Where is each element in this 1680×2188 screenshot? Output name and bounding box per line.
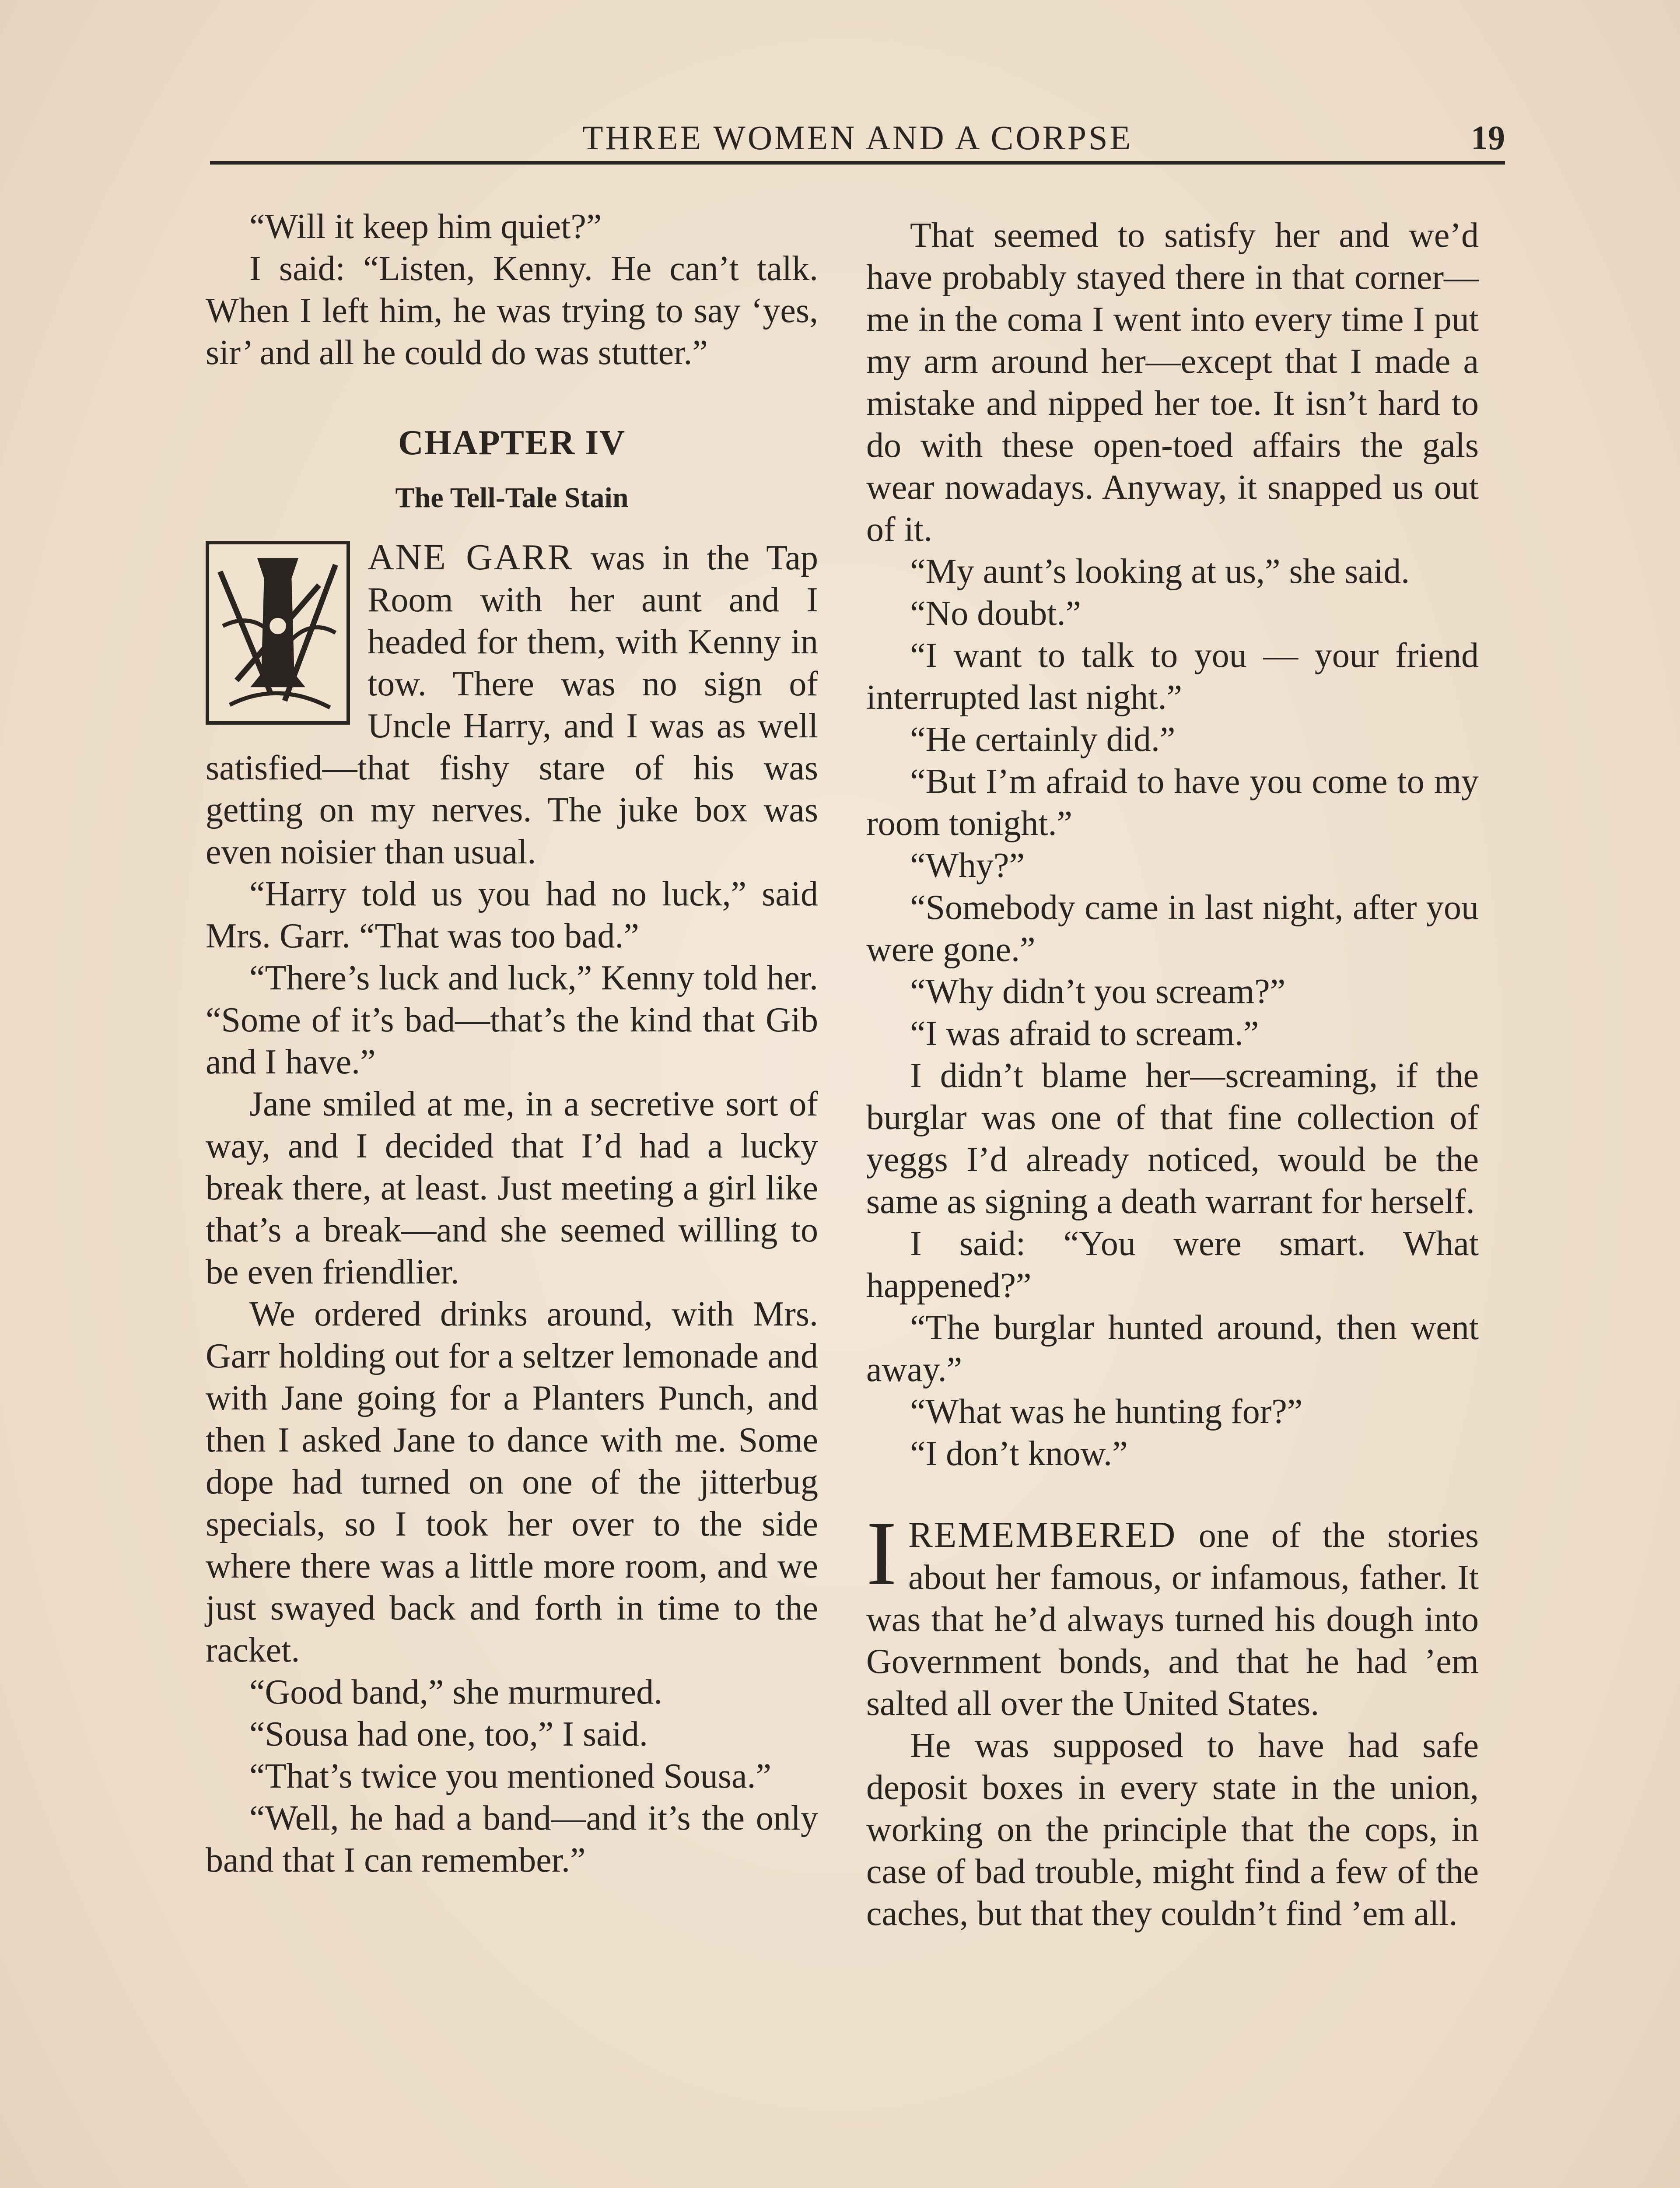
paragraph: “Harry told us you had no luck,” said Mrs. Garr. “That was too bad.” (206, 875, 818, 955)
paragraph: “But I’m afraid to have you come to my room tonight.” (866, 762, 1479, 843)
paragraph: “Well, he had a band—and it’s the only band that I can remember.” (206, 1799, 818, 1879)
initial-body-text: one of the stories about her famous, or infamous, father. It was that he’d always turned his dough into Government bonds, and that he had ’em salted all over the United States. (866, 1516, 1479, 1723)
paragraph (866, 1503, 1479, 1725)
initial-letter: I (866, 1503, 897, 1604)
paragraph: “He certainly did.” (910, 720, 1176, 759)
paragraph: “What was he hunting for?” (910, 1392, 1303, 1431)
page-number: 19 (1471, 119, 1505, 157)
dropcap-body-text: was in the Tap Room with her aunt and I headed for them, with Kenny in tow. There was no sign of Uncle Harry, and I was as well satisfied—that fishy stare of his was getting on my nerves. The juke box was even noisier than usual. (206, 539, 818, 871)
paragraph: “I want to talk to you — your friend interrupted last night.” (866, 636, 1479, 717)
chapter-title: The Tell-Tale Stain (395, 482, 629, 514)
paragraph: That seemed to satisfy her and we’d have probably stayed there in that corner—me in the coma I went into every time I put my arm around her—except that I made a mistake and nipped her toe. It isn’t hard to do with these open-toed affairs the gals wear nowadays. Anyway, it snapped us out of it. (866, 216, 1479, 549)
initial-lead-text: REMEMBERED (908, 1515, 1177, 1555)
paragraph: “No doubt.” (910, 594, 1082, 633)
paragraph: Jane smiled at me, in a secretive sort of way, and I decided that I’d had a lucky break there, at least. Just meeting a girl like that’s a break—and she seemed willing to be even friendlier. (206, 1085, 818, 1291)
paragraph: I said: “Listen, Kenny. He can’t talk. When I left him, he was trying to say ‘yes, sir’ and all he could do was stutter.” (206, 249, 818, 372)
paragraph: “Why didn’t you scream?” (910, 972, 1286, 1011)
paragraph: We ordered drinks around, with Mrs. Garr holding out for a seltzer lemonade and with Jane going for a Planters Punch, and then I asked Jane to dance with me. Some dope had turned on one of the jitterbug specials, so I took her over to the side where there was a little more room, and we just swayed back and forth in time to the racket. (206, 1295, 818, 1669)
paragraph: “My aunt’s looking at us,” she said. (910, 552, 1410, 591)
paragraph: He was supposed to have had safe deposit boxes in every state in the union, working on the principle that the cops, in case of bad trouble, might find a few of the caches, but that they couldn’t find ’em all. (866, 1726, 1479, 1933)
paragraph: “Good band,” she murmured. (249, 1673, 663, 1711)
paragraph: “Will it keep him quiet?” (249, 207, 602, 246)
section-break-paragraph (866, 1503, 1479, 1725)
paragraph: “The burglar hunted around, then went away.” (866, 1308, 1479, 1389)
paragraph: “Somebody came in last night, after you were gone.” (866, 888, 1479, 969)
right-column (866, 214, 1479, 1935)
paragraph: I said: “You were smart. What happened?” (866, 1224, 1479, 1305)
paragraph: “Why?” (910, 846, 1025, 885)
header-rule (210, 161, 1505, 165)
paragraph: “That’s twice you mentioned Sousa.” (249, 1757, 772, 1795)
chapter-heading: CHAPTER IV (398, 424, 626, 462)
paragraph: I didn’t blame her—screaming, if the burglar was one of that fine collection of yeggs I’d already noticed, would be the same as signing a death warrant for herself. (866, 1056, 1479, 1221)
dropcap-paragraph (206, 536, 818, 873)
illustrated-initial-icon (206, 541, 350, 725)
left-column (206, 206, 818, 1881)
paragraph: “I don’t know.” (910, 1434, 1128, 1473)
running-header (210, 115, 1505, 167)
paragraph: “There’s luck and luck,” Kenny told her. “Some of it’s bad—that’s the kind that Gib and I have.” (206, 959, 818, 1081)
paragraph: “Sousa had one, too,” I said. (249, 1715, 648, 1753)
dropcap-lead-text: ANE GARR (368, 537, 574, 578)
paragraph: “I was afraid to scream.” (910, 1014, 1259, 1053)
running-title: THREE WOMEN AND A CORPSE (582, 119, 1133, 157)
